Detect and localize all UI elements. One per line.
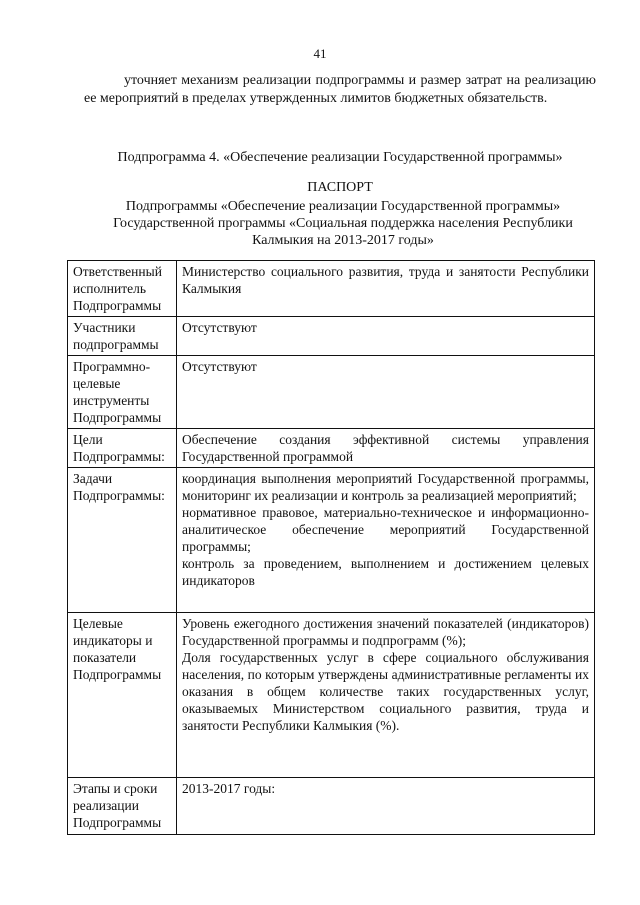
row-value-stages: 2013-2017 годы: xyxy=(177,778,595,835)
table-row xyxy=(68,429,595,468)
row-value-responsible-executor: Министерство социального развития, труда и занятости Республики Калмыкия xyxy=(177,261,595,317)
passport-subtitle-line: Подпрограммы «Обеспечение реализации Государственной программы» xyxy=(125,199,561,214)
intro-paragraph: уточняет механизм реализации подпрограммы и размер затрат на реализацию ее мероприятий в пределах утвержденных лимитов бюджетных обязательств. xyxy=(84,73,596,106)
passport-subtitle-line: Государственной программы «Социальная поддержка населения Республики xyxy=(113,216,573,231)
table-row xyxy=(68,261,595,317)
table-row xyxy=(68,613,595,778)
row-label-stages: Этапы и сроки реализации Подпрограммы xyxy=(68,778,177,835)
row-label-participants: Участники подпрограммы xyxy=(68,317,177,356)
table-row xyxy=(68,778,595,835)
row-label-goals: Цели Подпрограммы: xyxy=(68,429,177,468)
row-value-program-tools: Отсутствуют xyxy=(177,356,595,429)
passport-subtitle xyxy=(88,198,598,249)
table-row xyxy=(68,356,595,429)
row-value-participants: Отсутствуют xyxy=(177,317,595,356)
passport-table xyxy=(67,260,595,835)
table-row xyxy=(68,468,595,613)
passport-subtitle-line: Калмыкия на 2013-2017 годы» xyxy=(252,233,434,248)
row-label-tasks: Задачи Подпрограммы: xyxy=(68,468,177,613)
passport-heading: ПАСПОРТ xyxy=(307,180,373,195)
page-number: 41 xyxy=(313,46,327,61)
row-label-responsible-executor: Ответственный исполнитель Подпрограммы xyxy=(68,261,177,317)
row-value-tasks: координация выполнения мероприятий Государственной программы, мониторинг их реализации и контроль за реализацией мероприятий; нормативное правовое, материально-техническое и информационно-аналитическое обеспечение мероприятий Государственной программы; контроль за проведением, выполнением и достижением целевых индикаторов xyxy=(177,468,595,613)
row-value-indicators: Уровень ежегодного достижения значений показателей (индикаторов) Государственной программы и подпрограмм (%); Доля государственных услуг в сфере социального обслуживания населения, по которым утверждены административные регламенты их оказания в общем количестве таких государственных услуг, оказываемых Министерством социального развития, труда и занятости Республики Калмыкия (%). xyxy=(177,613,595,778)
row-label-program-tools: Программно-целевые инструменты Подпрограммы xyxy=(68,356,177,429)
row-value-goals: Обеспечение создания эффективной системы управления Государственной программой xyxy=(177,429,595,468)
row-label-indicators: Целевые индикаторы и показатели Подпрограммы xyxy=(68,613,177,778)
subprogram-title: Подпрограмма 4. «Обеспечение реализации Государственной программы» xyxy=(117,150,563,165)
table-row xyxy=(68,317,595,356)
